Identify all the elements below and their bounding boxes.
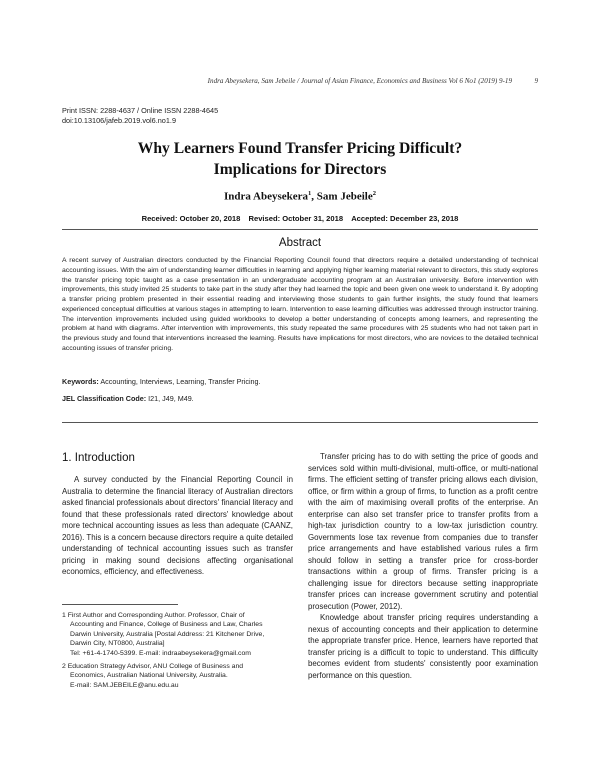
issn-block <box>62 106 218 125</box>
right-column <box>308 451 538 681</box>
author-1-affiliation: 1 <box>308 190 312 197</box>
footnote-line: Darwin City, NT0800, Australia] <box>70 640 165 648</box>
footnote-1 <box>62 611 298 658</box>
running-head <box>60 77 538 85</box>
footnotes <box>62 611 298 694</box>
footnote-line: Economics, Australian National University, Australia. <box>70 672 228 680</box>
issn-line: Print ISSN: 2288-4637 / Online ISSN 2288-4645 <box>62 106 219 115</box>
jel-value: I21, J49, M49. <box>146 394 194 403</box>
footnote-line: Accounting and Finance, College of Business and Law, Charles <box>70 621 263 629</box>
footnote-line: 1 First Author and Corresponding Author. Professor, Chair of <box>62 612 245 619</box>
author-2: Sam Jebeile <box>316 190 373 203</box>
author-1: Indra Abeysekera <box>224 190 309 203</box>
footnote-rule <box>62 604 178 605</box>
abstract-text: A recent survey of Australian directors conducted by the Financial Reporting Council found that directors require a detailed understanding of technical accounting issues. With the aim of understanding learner difficulties in learning and applying higher learning material relevant to directors, this study explores the transfer pricing topic taught as a case presentation in an undergraduate accounting program at an Australian university. Before intervention with improvements, this study invited 25 students to take part in the study after they had learned the topic and been given one week to understand it. By adopting a transfer pricing problem presented in their essential reading and interviewing those students to gain further insights, the study found that learners experienced conceptual difficulties at various stages in attempting to learn. Intervention to ease learning difficulties was addressed through instructor training. The intervention improvements included using guided workbooks to develop a better understanding of concepts among learners, and representing the problem at hand with diagrams. After intervention with improvements, this study repeated the same procedures with 25 students who had not taken part in the previous study and found that interventions increased the learning. Results have implications for most directors, who are novices to the detailed technical accounting issues of transfer pricing. <box>62 257 538 352</box>
divider-top <box>62 229 538 230</box>
title-line-1: Why Learners Found Transfer Pricing Difficult? <box>137 140 463 157</box>
footnote-line: Tel: +61-4-1740-5399. E-mail: indraabeysekera@gmail.com <box>70 649 251 657</box>
abstract-heading: Abstract <box>278 237 322 249</box>
jel-label: JEL Classification Code: <box>62 394 147 403</box>
accepted-date: Accepted: December 23, 2018 <box>351 214 459 223</box>
keywords-value: Accounting, Interviews, Learning, Transfer Pricing. <box>98 377 261 386</box>
revised-date: Revised: October 31, 2018 <box>248 214 344 223</box>
footnote-line: E-mail: SAM.JEBEILE@anu.edu.au <box>70 681 179 689</box>
divider-bottom <box>62 422 538 423</box>
jel-line <box>62 394 538 403</box>
intro-paragraph-1: A survey conducted by the Financial Reporting Council in Australia to determine the financial literacy of Australian directors asked financial professionals about directors' financial literacy and found that these professionals rated directors' knowledge about more technical accounting issues as less than adequate (CAANZ, 2016). This is a concern because directors require a quite detailed understanding of technical accounting issues such as transfer pricing in making sound decisions affecting organisational economics, efficiency, and effectiveness. <box>62 475 294 576</box>
footnote-line: Darwin University, Australia [Postal Address: 21 Kitchener Drive, <box>70 630 265 638</box>
author-separator: , <box>311 190 317 203</box>
footnote-line: 2 Education Strategy Advisor, ANU College of Business and <box>62 663 244 671</box>
received-date: Received: October 20, 2018 <box>141 214 241 223</box>
footnote-2 <box>62 662 298 690</box>
author-line <box>60 190 540 203</box>
title-line-2: Implications for Directors <box>213 161 387 178</box>
article-title <box>60 138 540 180</box>
keywords-line <box>62 377 538 386</box>
intro-paragraph-3: Knowledge about transfer pricing requires understanding a nexus of accounting concepts and their application to determine the appropriate transfer price. Hence, learners have reported that transfer pricing is a difficult to topic to understand. This difficulty becomes evident from students' consistently poor examination performance on this question. <box>308 613 538 680</box>
author-2-affiliation: 2 <box>372 190 376 197</box>
section-heading-introduction: 1. Introduction <box>62 452 135 464</box>
article-dates <box>60 214 540 223</box>
doi-line: doi:10.13106/jafeb.2019.vol6.no1.9 <box>62 115 177 125</box>
left-column <box>62 474 293 578</box>
running-head-text: Indra Abeysekera, Sam Jebeile / Journal of Asian Finance, Economics and Business Vol 6 No1 (2019) 9-19 <box>207 77 512 85</box>
intro-paragraph-2: Transfer pricing has to do with setting the price of goods and services sold within multi-divisional, multi-office, or multi-national firms. The efficient setting of transfer pricing allows each division, office, or firm within a group of firms, to function as a profit centre with the aim of maximising overall profits of the enterprise. An enterprise can also set transfer price to transfer profits from a high-tax jurisdiction country to a low-tax jurisdiction country. Governments lose tax revenue from companies due to transfer price arrangements and have established various rules a firm should follow in setting a transfer price for cross-border transactions within a group of firms. Transfer pricing is a challenging issue for directors because setting inappropriate transfer prices can increase government scrutiny and potential prosecution (Power, 2012). <box>308 452 538 611</box>
page-number: 9 <box>534 77 538 85</box>
keywords-label: Keywords: <box>62 377 99 386</box>
